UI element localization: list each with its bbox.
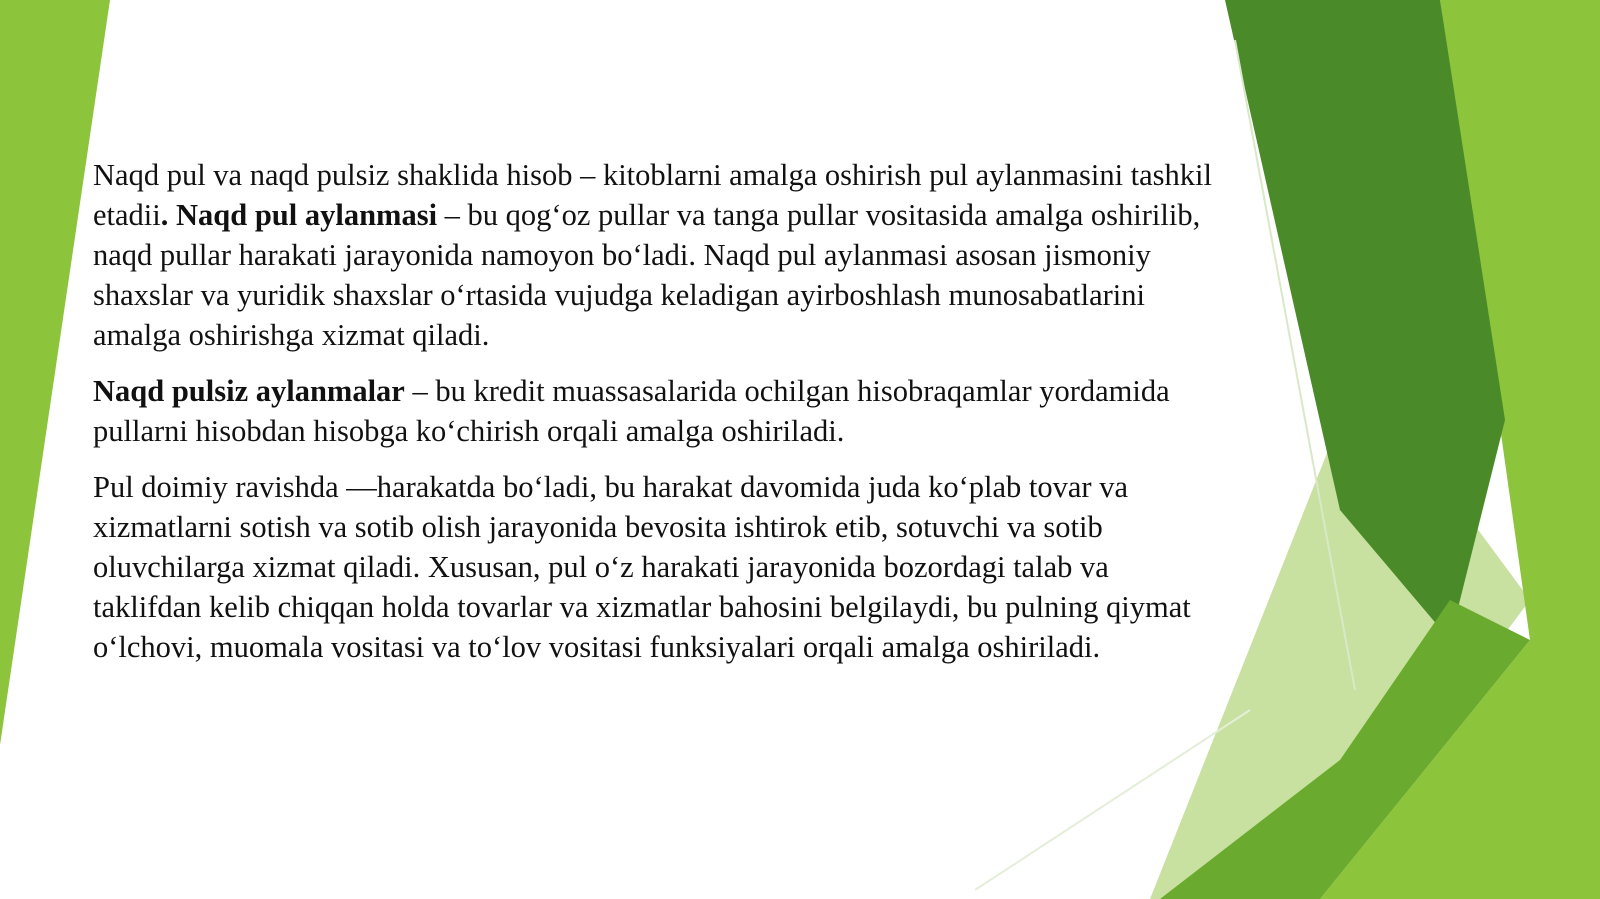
paragraph-1 [93, 155, 1213, 355]
paragraph-3-text: Pul doimiy ravishda —harakatda bo‘ladi, bu harakat davomida juda ko‘plab tovar va xizmatlarni sotish va sotib olish jarayonida bevosita ishtirok etib, sotuvchi va sotib oluvchilarga xizmat qiladi. Xususan, pul o‘z harakati jarayonida bozordagi talab va taklifdan kelib chiqqan holda tovarlar va xizmatlar bahosini belgilaydi, bu pulning qiymat o‘lchovi, muomala vositasi va to‘lov vositasi funksiyalari orqali amalga oshiriladi. [93, 470, 1191, 664]
paragraph-2 [93, 371, 1213, 451]
slide-body-text [93, 155, 1213, 683]
paragraph-1-bold-term: . Naqd pul aylanmasi [160, 198, 438, 232]
paragraph-2-bold-term: Naqd pulsiz aylanmalar [93, 374, 405, 408]
paragraph-2-text: – bu kredit muassasalarida ochilgan hisobraqamlar yordamida pullarni hisobdan hisobga ko‘chirish orqali amalga oshiriladi. [93, 374, 1170, 448]
paragraph-1-text-a: Naqd pul va naqd pulsiz shaklida hisob – kitoblarni amalga oshirish pul aylanmasini tashkil etadii [93, 158, 1212, 232]
paragraph-3 [93, 467, 1213, 667]
paragraph-1-text-b: – bu qog‘oz pullar va tanga pullar vositasida amalga oshirilib, naqd pullar harakati jarayonida namoyon bo‘ladi. Naqd pul aylanmasi asosan jismoniy shaxslar va yuridik shaxslar o‘rtasida vujudga keladigan ayirboshlash munosabatlarini amalga oshirishga xizmat qiladi. [93, 198, 1201, 352]
